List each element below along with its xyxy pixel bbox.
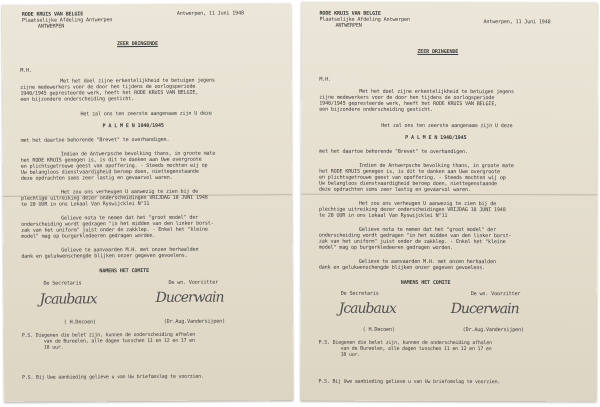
body-line: onderscheiding wordt gedragen "in het midden van den linker borst- xyxy=(21,220,214,228)
body-line: deze opdrachten soms zeer lastig en gevaarvol waren. xyxy=(20,174,173,182)
signatory-name-2: (Dr.Aug.Vandersijpen) xyxy=(462,327,524,334)
award-name: P A L M E N 1940/1945 xyxy=(405,134,467,142)
body-line: met het daartoe behorende "Brevet" te overhandigen. xyxy=(319,148,468,156)
postscript-line: P.S. Bij Uwe aanbieding gelieve u van Uw briefomslag te voorzien. xyxy=(22,373,204,381)
org-department: Plaatselijke Afdeling Antwerpen xyxy=(319,16,410,23)
handwritten-signature-1: Jcaubaux xyxy=(338,300,396,317)
body-line: Gelieve nota te nemen dat het "groot model" der xyxy=(61,214,199,222)
body-line: Uw belangloos dienstvaardigheid beroep doen, niettegenstaande xyxy=(319,180,497,188)
body-line: Met het doel zijne erkentelijkheid te betuigen jegens xyxy=(359,88,514,96)
body-line: Indien de Antwerpsche bevolking thans, in groote mate xyxy=(60,150,216,158)
handwritten-signature-2: Ducerwain xyxy=(450,301,519,318)
handwritten-signature-2: Ducerwain xyxy=(155,289,224,306)
letter-date: Antwerpen, 11 Juni 1948 xyxy=(176,10,244,17)
body-line: Het zal ons ten zeerste aangenaam zijn U deze xyxy=(80,110,212,118)
postscript-line: van de Bureelen, alle dagen tusschen 11 en 12 en 17 en xyxy=(340,345,492,353)
body-line: zak van het uniform" juist onder de zakklep. - Enkel het "kleine xyxy=(21,226,208,234)
letter-right xyxy=(300,2,597,402)
salutation: M.H. xyxy=(20,67,32,74)
letter-title: ZEER DRINGENDE xyxy=(117,40,158,48)
body-line: deze opdrachten soms zeer lastig en gevaarvol waren. xyxy=(319,186,471,194)
body-line: 1940/1945 gepresteerde werk, heeft het RODE KRUIS VAN BELGIE, xyxy=(20,89,199,97)
body-line: Het zou ons verheugen U aanwezig te zien bij de xyxy=(358,200,497,208)
letter-date: Antwerpen, 11 Juni 1948 xyxy=(483,19,551,26)
body-line: Uw belangloos dienstvaardigheid beroep doen, niettegenstaande xyxy=(20,168,199,176)
body-line: Het zal ons ten zeerste aangenaam zijn U deze xyxy=(381,122,513,130)
body-line: Gelieve nota te nemen dat het "groot model" der xyxy=(358,226,497,234)
body-line: Gelieve te aanvaarden M.H. met onzen herhaalden xyxy=(61,246,199,254)
body-line: te 20 UUR in ons Lokaal Van Ryswijcklei N°11 xyxy=(20,200,150,208)
body-line: een bijzondere onderscheiding gesticht. xyxy=(319,106,434,113)
org-department: Plaatselijke Afdeling Antwerpen xyxy=(21,17,113,24)
org-city: ANTWERPEN xyxy=(37,23,65,30)
signatory-name-2: (Dr.Aug.Vandersijpen) xyxy=(163,318,226,325)
signatory-role-2: De wn. Voorzitter xyxy=(168,279,219,286)
body-line: Gelieve te aanvaarden M.H. met onzen herhaalden xyxy=(358,258,496,266)
signatory-name-1: ( H.Decoen) xyxy=(63,319,96,326)
postscript-line: 18 uur. xyxy=(340,351,361,358)
body-line: zak van het uniform" juist onder de zakklep. - Enkel het "kleine xyxy=(318,238,506,246)
postscript-line: van de Bureelen, alle dagen tusschen 11 en 12 en 17 en xyxy=(43,337,195,345)
body-line: en plichtsgetrouwe geest van opoffering. - Steeds mochten wij op xyxy=(20,162,208,170)
body-line: en plichtsgetrouwe geest van opoffering. - Steeds mochten wij op xyxy=(319,174,506,182)
body-line: model" mag op burgerkledeeren gedragen worden. xyxy=(318,244,454,252)
postscript-line: P.S. Diegenen die belet zijn, kunnen de onderscheiding afhalen xyxy=(318,339,492,347)
org-name: RODE KRUIS VAN BELGIE xyxy=(21,11,84,18)
letter-left xyxy=(2,3,293,402)
body-line: dank en gelukwenschengde blijken onzer gegeven gevoelens. xyxy=(318,264,486,272)
body-line: onderscheiding wordt gedragen "in het midden van den linker borst- xyxy=(318,232,512,240)
signatory-role-2: De wn. Voorzitter xyxy=(470,291,521,298)
body-line: plechtige uitreiking dezer onderscheidingen VRIJDAG 18 JUNI 1948 xyxy=(20,194,208,202)
body-line: plechtige uitreiking dezer onderscheidingen VRIJDAG 18 JUNI 1948 xyxy=(318,206,506,214)
body-line: zijne medewerkers voor de door hen tijdens de oorlogsperiode xyxy=(20,83,196,91)
handwritten-signature-1: Jcaubaux xyxy=(39,291,97,308)
award-name: P A L M E N 1940/1945 xyxy=(102,122,164,130)
body-line: dank en gelukwenschengde blijken onzer gegeven gevoelens. xyxy=(21,252,188,260)
signatory-role-1: De Secretaris xyxy=(340,290,379,297)
body-line: Met het doel zijne erkentelijkheid te betuigen jegens xyxy=(60,77,215,85)
body-line: model" mag op burgerkledeeren gedragen worden. xyxy=(21,232,156,240)
salutation: M.H. xyxy=(319,76,331,83)
signatory-role-1: De Secretaris xyxy=(43,280,82,287)
body-line: Het zou ons verheugen U aanwezig te zien bij de xyxy=(60,188,199,196)
body-line: 1940/1945 gepresteerde werk, heeft het RODE KRUIS VAN BELGIE, xyxy=(319,100,498,108)
signatory-name-1: ( H.Decoen) xyxy=(362,326,395,333)
org-city: ANTWERPEN xyxy=(335,22,362,29)
body-line: het RODE KRUIS genegen is, is dit te danken aan Uwe overgroote xyxy=(319,168,500,176)
body-line: Indien de Antwerpsche bevolking thans, in groote mate xyxy=(359,162,514,170)
body-line: met het daartoe behorende "Brevet" te overhandigen. xyxy=(20,136,170,144)
postscript-line: 18 uur. xyxy=(43,344,64,351)
body-line: te 20 UUR in ons Lokaal Van Ryswijcklei N°11 xyxy=(318,212,448,219)
body-line: een bijzondere onderscheiding gesticht. xyxy=(20,96,135,103)
committee-label: NAMENS HET COMITE xyxy=(99,267,150,275)
postscript-line: P.S. Diegenen die belet zijn, kunnen de onderscheiding afhalen xyxy=(21,331,196,339)
body-line: het RODE KRUIS genegen is, is dit te danken aan Uwe overgroote xyxy=(20,156,202,164)
org-name: RODE KRUIS VAN BELGIE xyxy=(319,10,381,17)
committee-label: NAMENS HET COMITE xyxy=(400,279,451,287)
postscript-line: P.S. Bij Uwe aanbieding gelieve u van Uw briefomslag te voorzien. xyxy=(318,378,501,386)
letter-title: ZEER DRINGENDE xyxy=(417,48,459,56)
body-line: zijne medewerkers voor de door hen tijdens de oorlogsperiode xyxy=(319,94,495,102)
